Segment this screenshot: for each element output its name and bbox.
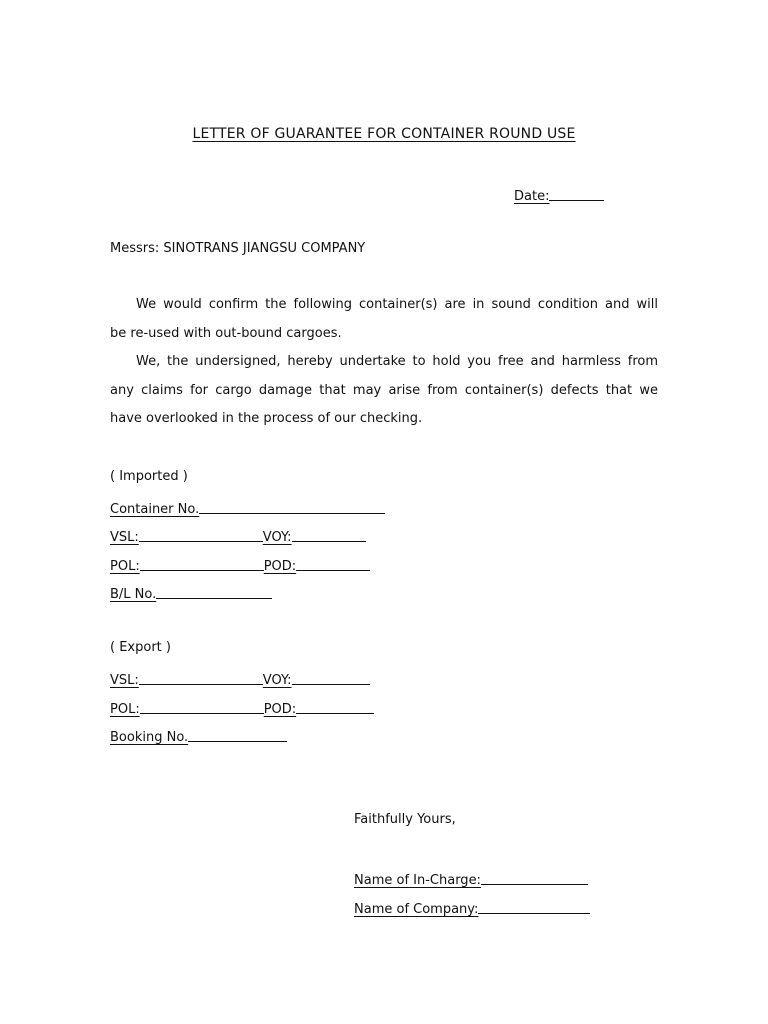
date-field[interactable] xyxy=(514,185,604,205)
voy-label: VOY: xyxy=(262,673,292,688)
paragraph-line: have overlooked in the process of our checking. xyxy=(110,411,423,427)
name-in-charge-label: Name of In-Charge: xyxy=(354,873,481,888)
date-label: Date: xyxy=(514,189,550,204)
pol-label: POL: xyxy=(110,559,140,574)
export-heading: ( Export ) xyxy=(110,640,171,655)
document-title xyxy=(0,126,768,142)
imported-pol-pod-field[interactable] xyxy=(110,555,370,575)
pod-blank[interactable] xyxy=(296,556,370,571)
paragraph-line: be re-used with out-bound cargoes. xyxy=(110,325,342,341)
paragraph-line: We, the undersigned, hereby undertake to hold you free and harmless from xyxy=(136,354,658,369)
paragraph-line: any claims for cargo damage that may arise from container(s) defects that we xyxy=(110,382,658,398)
bl-no-blank[interactable] xyxy=(156,584,272,599)
pod-label: POD: xyxy=(263,702,297,717)
vsl-blank[interactable] xyxy=(139,670,263,685)
export-pol-pod-field[interactable] xyxy=(110,698,374,718)
imported-heading: ( Imported ) xyxy=(110,469,188,484)
addressee: Messrs: SINOTRANS JIANGSU COMPANY xyxy=(110,241,366,256)
vsl-blank[interactable] xyxy=(139,527,263,542)
imported-container-no-field[interactable] xyxy=(110,498,385,518)
paragraph-confirmation xyxy=(110,291,658,348)
name-of-company-blank[interactable] xyxy=(478,899,590,914)
document-title-text: LETTER OF GUARANTEE FOR CONTAINER ROUND USE xyxy=(192,126,576,142)
export-booking-no-field[interactable] xyxy=(110,726,287,746)
date-blank[interactable] xyxy=(549,186,604,201)
vsl-label: VSL: xyxy=(110,673,139,688)
container-no-label: Container No. xyxy=(110,502,200,517)
container-no-blank[interactable] xyxy=(199,499,385,514)
imported-vsl-voy-field[interactable] xyxy=(110,526,366,546)
pol-blank[interactable] xyxy=(140,556,264,571)
name-of-company-field[interactable] xyxy=(354,898,590,918)
name-in-charge-field[interactable] xyxy=(354,869,588,889)
booking-no-label: Booking No. xyxy=(110,730,189,745)
pol-label: POL: xyxy=(110,702,140,717)
pol-blank[interactable] xyxy=(140,699,264,714)
vsl-label: VSL: xyxy=(110,530,139,545)
export-vsl-voy-field[interactable] xyxy=(110,669,370,689)
pod-label: POD: xyxy=(263,559,297,574)
voy-blank[interactable] xyxy=(292,527,366,542)
pod-blank[interactable] xyxy=(296,699,374,714)
paragraph-line: We would confirm the following container(s) are in sound condition and will xyxy=(136,297,658,312)
voy-blank[interactable] xyxy=(292,670,370,685)
voy-label: VOY: xyxy=(262,530,292,545)
sign-off: Faithfully Yours, xyxy=(354,812,456,827)
imported-bl-no-field[interactable] xyxy=(110,583,272,603)
booking-no-blank[interactable] xyxy=(188,727,287,742)
bl-no-label: B/L No. xyxy=(110,587,157,602)
paragraph-undertaking xyxy=(110,348,658,434)
name-in-charge-blank[interactable] xyxy=(481,870,588,885)
name-of-company-label: Name of Company: xyxy=(354,902,479,917)
